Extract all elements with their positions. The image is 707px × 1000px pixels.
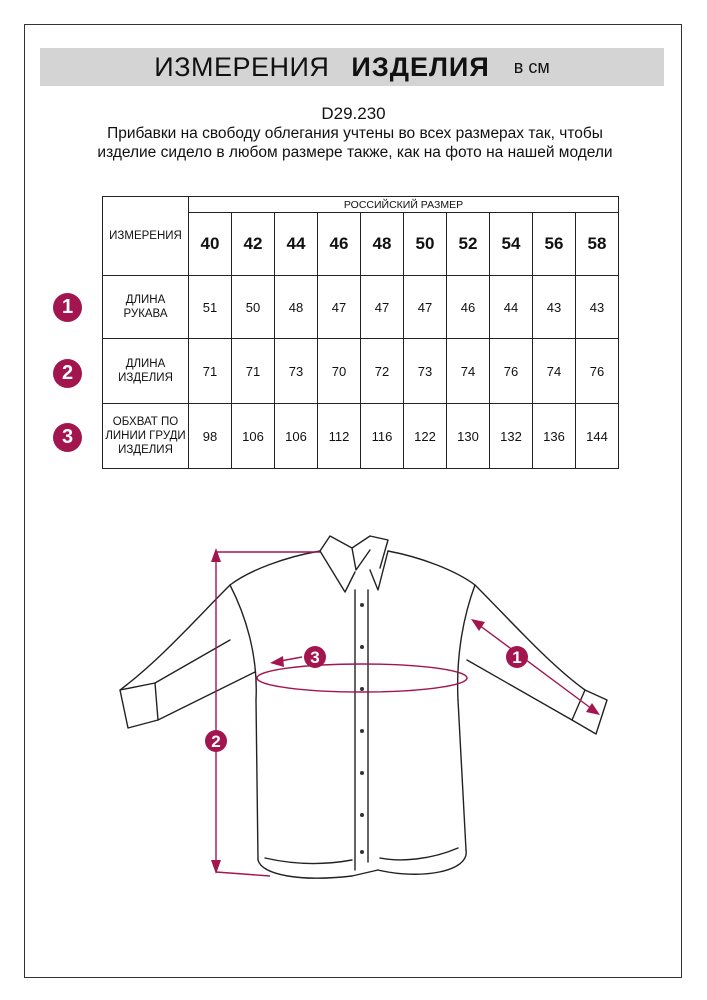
value-cell: 116 — [361, 404, 404, 469]
value-cell: 51 — [189, 276, 232, 339]
value-cell: 43 — [533, 276, 576, 339]
corner-label: ИЗМЕРЕНИЯ — [103, 197, 189, 276]
value-cell: 48 — [275, 276, 318, 339]
arrow-head — [270, 656, 284, 667]
size-cell: 52 — [447, 213, 490, 276]
button-dot — [360, 645, 364, 649]
measure-lines — [216, 552, 596, 876]
value-cell: 76 — [490, 339, 533, 404]
value-cell: 44 — [490, 276, 533, 339]
button-dot — [360, 813, 364, 817]
product-code: D29.230 — [321, 104, 386, 123]
size-cell: 54 — [490, 213, 533, 276]
value-cell: 47 — [318, 276, 361, 339]
value-cell: 71 — [232, 339, 275, 404]
arrow-head — [586, 703, 600, 715]
value-cell: 72 — [361, 339, 404, 404]
size-cell: 44 — [275, 213, 318, 276]
title-part2: ИЗДЕЛИЯ — [351, 51, 490, 82]
value-cell: 74 — [533, 339, 576, 404]
value-cell: 71 — [189, 339, 232, 404]
button-dot — [360, 687, 364, 691]
arrow-head — [211, 548, 221, 562]
fit-note: Прибавки на свободу облегания учтены во всех размерах так, чтобы изделие сидело в любом размере также, как на фото на нашей модели — [97, 125, 613, 161]
diagram-markers — [205, 646, 528, 752]
value-cell: 43 — [576, 276, 619, 339]
size-cell: 46 — [318, 213, 361, 276]
value-cell: 122 — [404, 404, 447, 469]
value-cell: 73 — [404, 339, 447, 404]
size-cell: 58 — [576, 213, 619, 276]
row-badge: 2 — [53, 359, 82, 388]
shirt-outline — [120, 536, 607, 878]
value-cell: 70 — [318, 339, 361, 404]
value-cell: 47 — [361, 276, 404, 339]
arrow-heads — [211, 548, 600, 874]
value-cell: 132 — [490, 404, 533, 469]
marker-1: 1 — [512, 648, 522, 667]
value-cell: 130 — [447, 404, 490, 469]
row-badge: 3 — [53, 423, 82, 452]
length-bottom-guide — [216, 872, 270, 876]
value-cell: 98 — [189, 404, 232, 469]
value-cell: 106 — [275, 404, 318, 469]
title-part1: ИЗМЕРЕНИЯ — [154, 51, 330, 82]
value-cell: 47 — [404, 276, 447, 339]
row-badge: 1 — [53, 293, 82, 322]
value-cell: 136 — [533, 404, 576, 469]
arrow-head — [471, 619, 485, 631]
row-label: ДЛИНА ИЗДЕЛИЯ — [103, 339, 189, 404]
value-cell: 144 — [576, 404, 619, 469]
button-dot — [360, 729, 364, 733]
marker-2: 2 — [211, 732, 221, 751]
size-header: РОССИЙСКИЙ РАЗМЕР — [189, 197, 619, 213]
size-cell: 40 — [189, 213, 232, 276]
button-dot — [360, 850, 364, 854]
title-unit: в см — [513, 56, 550, 77]
value-cell: 46 — [447, 276, 490, 339]
size-cell: 56 — [533, 213, 576, 276]
shirt-buttons — [360, 603, 364, 854]
button-dot — [360, 603, 364, 607]
marker-3: 3 — [310, 648, 320, 667]
size-cell: 42 — [232, 213, 275, 276]
button-dot — [360, 771, 364, 775]
value-cell: 106 — [232, 404, 275, 469]
value-cell: 73 — [275, 339, 318, 404]
size-cell: 50 — [404, 213, 447, 276]
row-label: ОБХВАТ ПО ЛИНИИ ГРУДИ ИЗДЕЛИЯ — [103, 404, 189, 469]
size-cell: 48 — [361, 213, 404, 276]
value-cell: 76 — [576, 339, 619, 404]
value-cell: 74 — [447, 339, 490, 404]
row-label: ДЛИНА РУКАВА — [103, 276, 189, 339]
value-cell: 112 — [318, 404, 361, 469]
value-cell: 50 — [232, 276, 275, 339]
